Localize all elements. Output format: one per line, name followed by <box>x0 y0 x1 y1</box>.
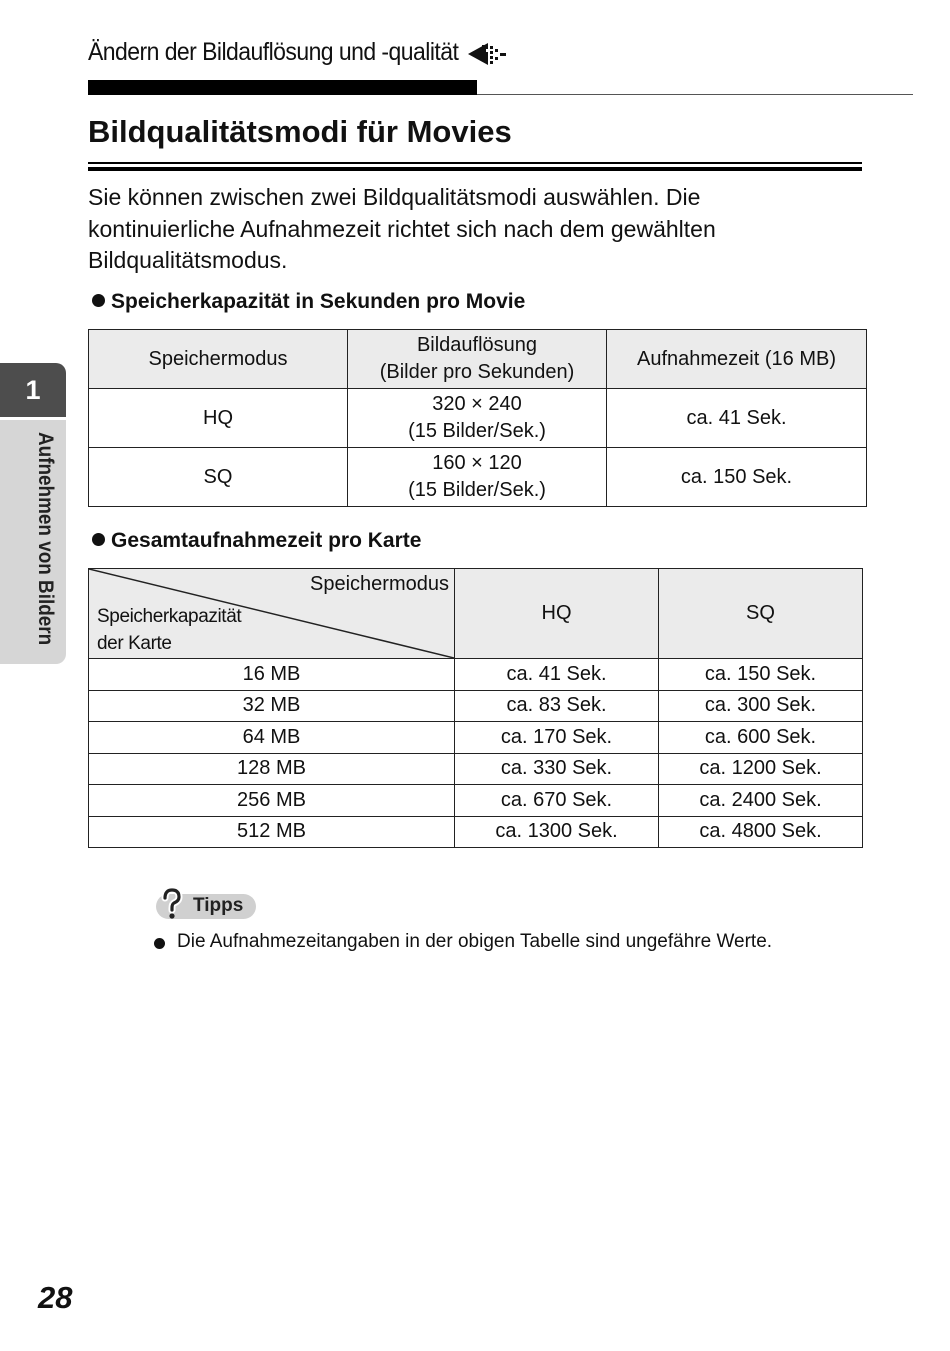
table-row <box>89 389 867 448</box>
col-header-resolution <box>348 330 607 389</box>
cell-card: 16 MB <box>89 659 455 691</box>
cell-card: 64 MB <box>89 722 455 754</box>
bullet-icon <box>92 533 105 546</box>
corner-header-cell <box>89 569 455 659</box>
table-row <box>89 753 863 785</box>
tips-item: Die Aufnahmezeitangaben in der obigen Tabelle sind ungefähre Werte. <box>177 931 773 952</box>
image-quality-icon <box>466 40 508 68</box>
col-header-mode: Speichermodus <box>89 330 348 389</box>
cell-hq: ca. 83 Sek. <box>455 690 659 722</box>
cell-hq: ca. 670 Sek. <box>455 785 659 817</box>
intro-line: Sie können zwischen zwei Bildqualitätsmodi auswählen. Die <box>88 184 701 210</box>
header-rule <box>477 94 913 95</box>
cell-sq: ca. 300 Sek. <box>659 690 863 722</box>
corner-label-capacity-line2: der Karte <box>97 633 172 654</box>
tips-label: Tipps <box>193 895 244 916</box>
cell-hq: ca. 330 Sek. <box>455 753 659 785</box>
cell-hq: ca. 1300 Sek. <box>455 816 659 848</box>
cell-time: ca. 150 Sek. <box>607 448 867 507</box>
table-row <box>89 659 863 691</box>
page-number: 28 <box>38 1280 73 1315</box>
cell-mode: HQ <box>89 389 348 448</box>
cell-card: 128 MB <box>89 753 455 785</box>
table-row <box>89 690 863 722</box>
corner-label-capacity-line1: Speicherkapazität <box>97 606 242 627</box>
table1-heading <box>92 290 525 314</box>
cell-sq: ca. 2400 Sek. <box>659 785 863 817</box>
col-header-sq: SQ <box>659 569 863 659</box>
col-header-time: Aufnahmezeit (16 MB) <box>607 330 867 389</box>
corner-label-capacity <box>97 603 241 657</box>
cell-sq: ca. 150 Sek. <box>659 659 863 691</box>
cell-resolution-fps: (15 Bilder/Sek.) <box>408 420 546 442</box>
table1-heading-text: Speicherkapazität in Sekunden pro Movie <box>111 290 526 313</box>
cell-sq: ca. 1200 Sek. <box>659 753 863 785</box>
cell-resolution-size: 160 × 120 <box>432 452 522 474</box>
col-header-hq: HQ <box>455 569 659 659</box>
cell-sq: ca. 600 Sek. <box>659 722 863 754</box>
bullet-icon <box>92 294 105 307</box>
bullet-icon <box>154 938 165 949</box>
cell-resolution <box>348 448 607 507</box>
table-capacity-per-movie <box>88 329 867 507</box>
table-row <box>89 448 867 507</box>
cell-resolution <box>348 389 607 448</box>
cell-hq: ca. 41 Sek. <box>455 659 659 691</box>
cell-card: 32 MB <box>89 690 455 722</box>
table-header-row <box>89 569 863 659</box>
header-bar <box>88 80 477 95</box>
corner-label-mode: Speichermodus <box>310 573 449 595</box>
cell-hq: ca. 170 Sek. <box>455 722 659 754</box>
cell-resolution-size: 320 × 240 <box>432 393 522 415</box>
intro-line: kontinuierliche Aufnahmezeit richtet sich nach dem gewählten <box>88 215 716 242</box>
intro-paragraph <box>88 182 808 277</box>
table-row <box>89 785 863 817</box>
table-row <box>89 722 863 754</box>
intro-line: Bildqualitätsmodus. <box>88 247 288 273</box>
cell-card: 512 MB <box>89 816 455 848</box>
chapter-tab-number: 1 <box>0 363 66 417</box>
header-title: Ändern der Bildauflösung und -qualität <box>88 38 459 66</box>
cell-mode: SQ <box>89 448 348 507</box>
chapter-tab-label: Aufnehmen von Bildern <box>34 432 57 646</box>
table2-heading <box>92 529 421 553</box>
cell-sq: ca. 4800 Sek. <box>659 816 863 848</box>
col-header-resolution-line2: (Bilder pro Sekunden) <box>379 361 575 383</box>
table-header-row <box>89 330 867 389</box>
table2-heading-text: Gesamtaufnahmezeit pro Karte <box>111 529 422 552</box>
cell-resolution-fps: (15 Bilder/Sek.) <box>408 479 546 501</box>
cell-time: ca. 41 Sek. <box>607 389 867 448</box>
question-mark-icon <box>158 887 186 921</box>
title-rule-thick <box>88 167 862 171</box>
col-header-resolution-line1: Bildauflösung <box>416 334 538 356</box>
table-row <box>89 816 863 848</box>
table-total-time-per-card <box>88 568 863 848</box>
section-title: Bildqualitätsmodi für Movies <box>88 114 512 149</box>
cell-card: 256 MB <box>89 785 455 817</box>
title-rule-thin <box>88 162 862 164</box>
